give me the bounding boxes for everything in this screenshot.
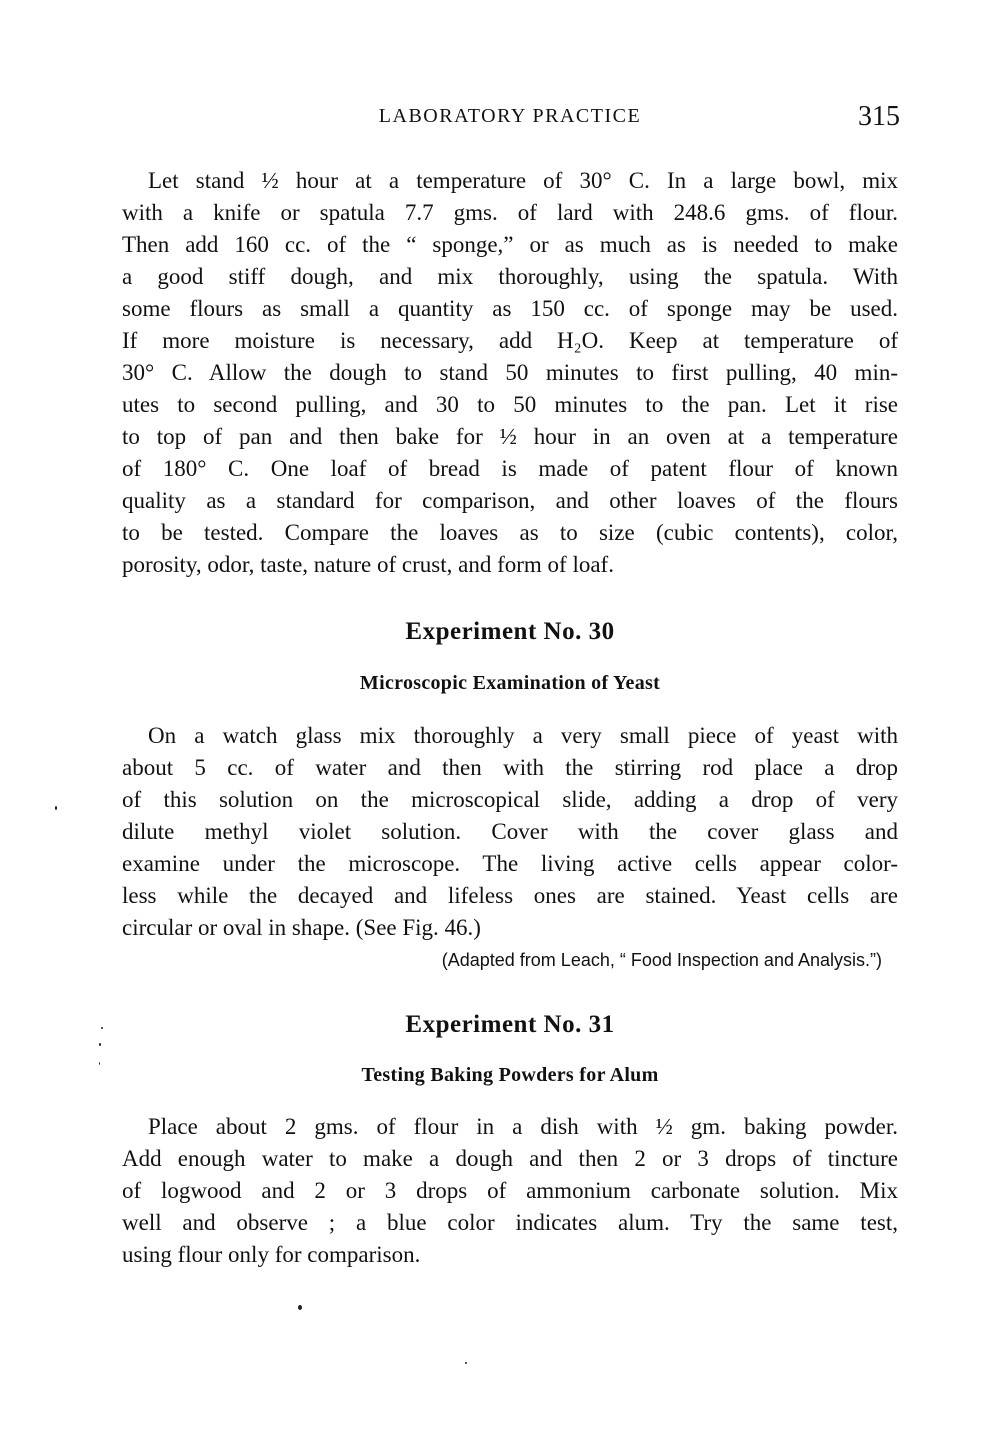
text-line: dilute methyl violet solution. Cover with the cover glass and [122,819,898,844]
text-line: On a watch glass mix thoroughly a very small piece of yeast with [148,723,898,748]
running-head [122,103,898,133]
running-title: LABORATORY PRACTICE [378,105,642,127]
scan-speck [99,1062,100,1065]
text-line: 30° C. Allow the dough to stand 50 minutes to first pulling, 40 min- [122,360,898,385]
experiment-30-paragraph [122,720,898,944]
experiment-31-title: Experiment No. 31 [405,1011,615,1038]
text-line: utes to second pulling, and 30 to 50 minutes to the pan. Let it rise [122,392,898,417]
text-line: well and observe ; a blue color indicates alum. Try the same test, [122,1210,898,1235]
text-line: less while the decayed and lifeless ones are stained. Yeast cells are [122,883,898,908]
text-line: quality as a standard for comparison, and other loaves of the flours [122,488,898,513]
text-line: of 180° C. One loaf of bread is made of patent flour of known [122,456,898,481]
experiment-30-title: Experiment No. 30 [405,618,615,645]
text-line: Add enough water to make a dough and then 2 or 3 drops of tincture [122,1146,898,1171]
text-line: to be tested. Compare the loaves as to size (cubic contents), color, [122,520,898,545]
scan-speck [298,1305,302,1310]
text-line: Then add 160 cc. of the “ sponge,” or as much as is needed to make [122,232,898,257]
text-line: Place about 2 gms. of flour in a dish with ½ gm. baking powder. [148,1114,898,1139]
text-line: to top of pan and then bake for ½ hour in an oven at a temperature [122,424,898,449]
text-line: with a knife or spatula 7.7 gms. of lard with 248.6 gms. of flour. [122,200,898,225]
intro-paragraph [122,165,898,581]
text-line: some flours as small a quantity as 150 cc. of sponge may be used. [122,296,898,321]
scan-speck [101,1027,103,1029]
text-line: about 5 cc. of water and then with the stirring rod place a drop [122,755,898,780]
scan-speck [55,806,57,810]
experiment-30-subtitle: Microscopic Examination of Yeast [359,672,661,694]
experiment-31-subtitle: Testing Baking Powders for Alum [361,1064,659,1086]
attribution: (Adapted from Leach, “ Food Inspection and Analysis.”) [441,950,882,970]
scan-speck [99,1043,101,1046]
text-line: a good stiff dough, and mix thoroughly, using the spatula. With [122,264,898,289]
text-line: of logwood and 2 or 3 drops of ammonium carbonate solution. Mix [122,1178,898,1203]
text-line: using flour only for comparison. [122,1242,421,1267]
text-line: If more moisture is necessary, add H₂O. Keep at temperature of [122,328,898,353]
scan-speck [465,1362,467,1364]
text-line: circular or oval in shape. (See Fig. 46.) [122,915,481,940]
text-line: Let stand ½ hour at a temperature of 30° C. In a large bowl, mix [148,168,898,193]
text-line: examine under the microscope. The living active cells appear color- [122,851,898,876]
experiment-31-paragraph [122,1111,898,1271]
text-line: of this solution on the microscopical slide, adding a drop of very [122,787,898,812]
text-line: porosity, odor, taste, nature of crust, and form of loaf. [122,552,614,577]
page-number: 315 [858,101,900,132]
